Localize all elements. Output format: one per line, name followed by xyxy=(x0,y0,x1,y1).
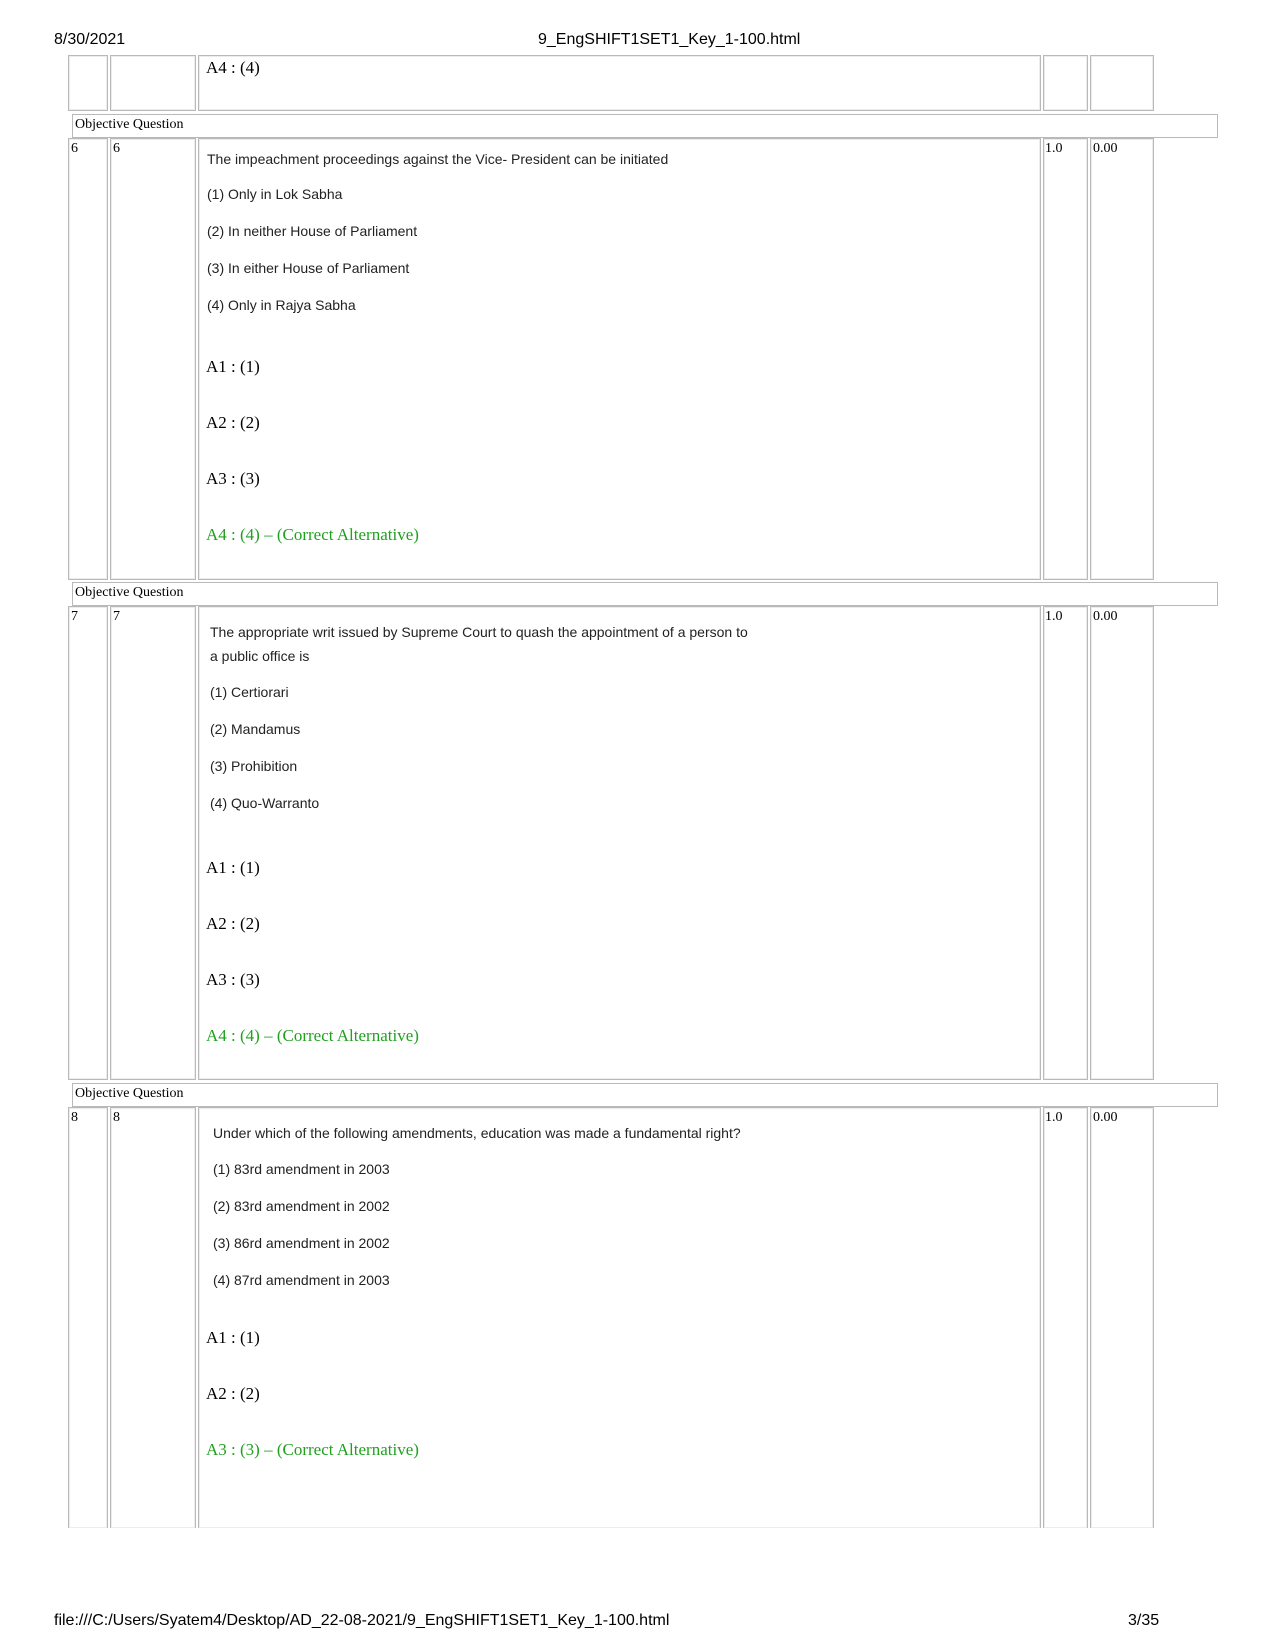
q7-marks: 1.0 xyxy=(1045,609,1063,624)
q7-sno-cell xyxy=(68,606,108,1080)
q7-answer-3: A3 : (3) xyxy=(206,970,260,989)
q6-question-text: The impeachment proceedings against the Vice- President can be initiated xyxy=(207,151,669,167)
section-label: Objective Question xyxy=(72,114,1218,138)
q8-neg-cell xyxy=(1090,1107,1154,1528)
q6-option-2: (2) In neither House of Parliament xyxy=(207,223,418,239)
q7-qid-cell xyxy=(110,606,196,1080)
q7-qid: 7 xyxy=(113,609,120,624)
q7-marks-cell xyxy=(1043,606,1088,1080)
q6-option-4: (4) Only in Rajya Sabha xyxy=(207,297,356,313)
print-page-number: 3/35 xyxy=(1128,1612,1160,1629)
q6-qid: 6 xyxy=(113,141,120,156)
q6-marks: 1.0 xyxy=(1045,141,1063,156)
q7-question-text-line2: a public office is xyxy=(210,648,310,664)
q8-sno: 8 xyxy=(71,1110,78,1125)
q8-marks: 1.0 xyxy=(1045,1110,1063,1125)
q6-neg-cell xyxy=(1090,138,1154,580)
q8-option-2: (2) 83rd amendment in 2002 xyxy=(213,1198,390,1214)
section-label: Objective Question xyxy=(72,582,1218,606)
q7-neg: 0.00 xyxy=(1093,609,1118,624)
print-date: 8/30/2021 xyxy=(54,31,126,48)
prev-col-marks xyxy=(1043,55,1088,111)
prev-answer: A4 : (4) xyxy=(206,58,260,77)
print-title: 9_EngSHIFT1SET1_Key_1-100.html xyxy=(538,31,801,48)
prev-col-qid xyxy=(110,55,196,111)
prev-col-neg xyxy=(1090,55,1154,111)
prev-col-content xyxy=(198,55,1041,111)
q8-answer-1: A1 : (1) xyxy=(206,1328,260,1347)
q8-answer-3-correct: A3 : (3) – (Correct Alternative) xyxy=(206,1440,419,1459)
q7-question-text-line1: The appropriate writ issued by Supreme Court to quash the appointment of a person to xyxy=(210,624,748,640)
q7-answer-2: A2 : (2) xyxy=(206,914,260,933)
q8-qid-cell xyxy=(110,1107,196,1528)
q8-neg: 0.00 xyxy=(1093,1110,1118,1125)
q8-option-3: (3) 86rd amendment in 2002 xyxy=(213,1235,390,1251)
q6-sno: 6 xyxy=(71,141,78,156)
q8-answer-2: A2 : (2) xyxy=(206,1384,260,1403)
q7-answer-4-correct: A4 : (4) – (Correct Alternative) xyxy=(206,1026,419,1045)
q6-content-cell xyxy=(198,138,1041,580)
q7-content-cell xyxy=(198,606,1041,1080)
q6-neg: 0.00 xyxy=(1093,141,1118,156)
print-footer-path: file:///C:/Users/Syatem4/Desktop/AD_22-08-2021/9_EngSHIFT1SET1_Key_1-100.html xyxy=(54,1612,670,1629)
q7-option-3: (3) Prohibition xyxy=(210,758,298,774)
q6-answer-4-correct: A4 : (4) – (Correct Alternative) xyxy=(206,525,419,544)
q8-question-text: Under which of the following amendments, education was made a fundamental right? xyxy=(213,1125,741,1141)
q7-option-4: (4) Quo-Warranto xyxy=(210,795,320,811)
q6-answer-3: A3 : (3) xyxy=(206,469,260,488)
q8-option-1: (1) 83rd amendment in 2003 xyxy=(213,1161,390,1177)
q6-marks-cell xyxy=(1043,138,1088,580)
prev-col-sno xyxy=(68,55,108,111)
q8-marks-cell xyxy=(1043,1107,1088,1528)
q8-option-4: (4) 87rd amendment in 2003 xyxy=(213,1272,390,1288)
q6-qid-cell xyxy=(110,138,196,580)
q7-sno: 7 xyxy=(71,609,78,624)
q6-option-1: (1) Only in Lok Sabha xyxy=(207,186,343,202)
q7-option-1: (1) Certiorari xyxy=(210,684,289,700)
q6-option-3: (3) In either House of Parliament xyxy=(207,260,410,276)
q8-sno-cell xyxy=(68,1107,108,1528)
section-label: Objective Question xyxy=(72,1083,1218,1107)
q8-qid: 8 xyxy=(113,1110,120,1125)
q6-answer-2: A2 : (2) xyxy=(206,413,260,432)
q6-answer-1: A1 : (1) xyxy=(206,357,260,376)
q7-option-2: (2) Mandamus xyxy=(210,721,301,737)
q7-neg-cell xyxy=(1090,606,1154,1080)
q7-answer-1: A1 : (1) xyxy=(206,858,260,877)
q6-sno-cell xyxy=(68,138,108,580)
